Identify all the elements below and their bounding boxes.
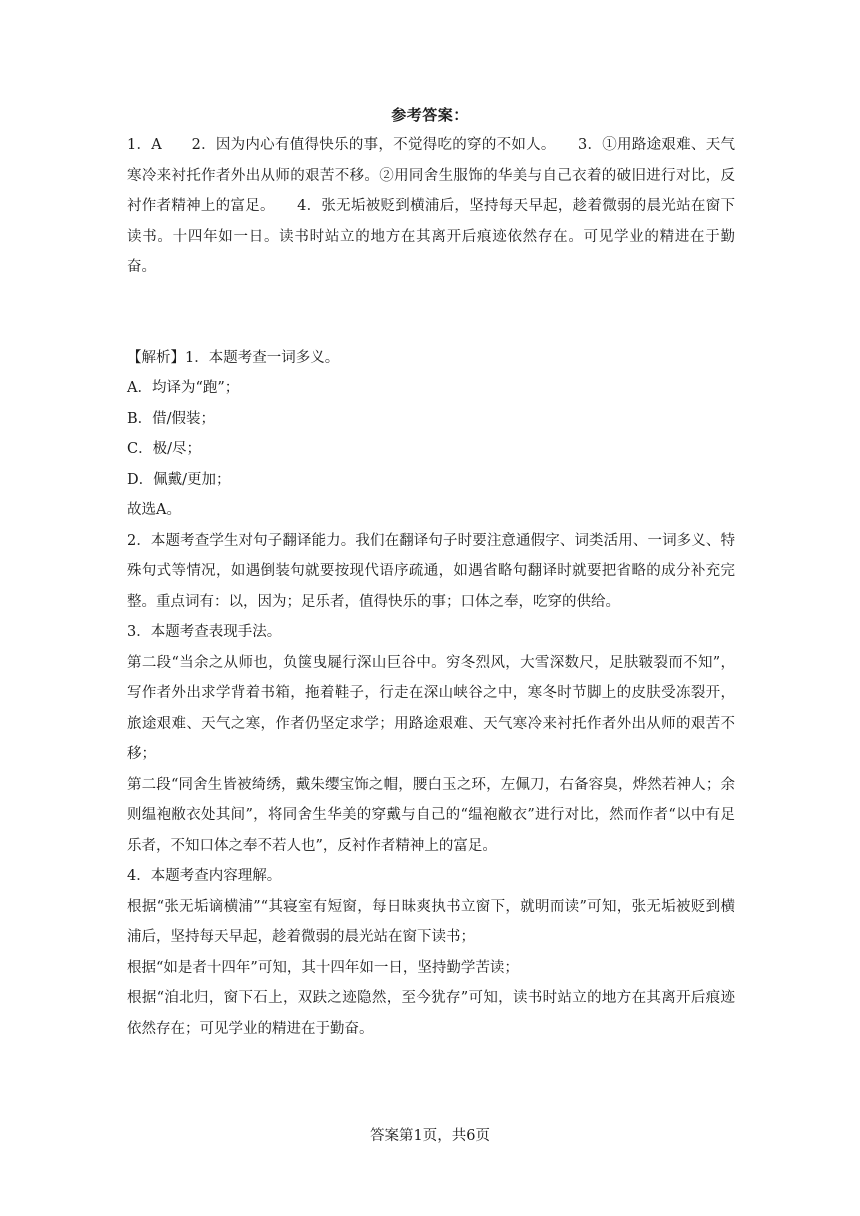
analysis-q3-para2: 第二段“同舍生皆被绮绣，戴朱缨宝饰之帽，腰白玉之环，左佩刀，右备容臭，烨然若神人；余则缊袍敝衣处其间”，将同舍生华美的穿戴与自己的“缊袍敝衣”进行对比，然而作者“以中有足乐者，不知口体之奉不若人也”，反衬作者精神上的富足。 — [127, 776, 735, 854]
analysis-q4-para2: 根据“如是者十四年”可知，其十四年如一日，坚持勤学苦读； — [127, 959, 519, 976]
analysis-option-c: C．极/尽； — [127, 441, 201, 457]
page-footer: 答案第1页，共6页 — [370, 1128, 490, 1144]
analysis-option-d: D．佩戴/更加； — [127, 471, 231, 488]
analysis-q4-heading: 4．本题考查内容理解。 — [127, 868, 282, 884]
answer-summary: 1．A 2．因为内心有值得快乐的事，不觉得吃的穿的不如人。 3．①用路途艰难、天气寒冷来衬托作者外出从师的艰苦不移。②用同舍生服饰的华美与自己衣着的破旧进行对比，反衬作者精神上的富足。 4．张无垢被贬到横浦后，坚持每天早起，趁着微弱的晨光站在窗下读书。十四年如一日。读书时站立的地方在其离开后痕迹依然存在。可见学业的精进在于勤奋。 — [127, 137, 735, 275]
analysis-q2: 2．本题考查学生对句子翻译能力。我们在翻译句子时要注意通假字、词类活用、一词多义、特殊句式等情况，如遇倒装句就要按现代语序疏通，如遇省略句翻译时就要把省略的成分补充完整。重点词有：以，因为；足乐者，值得快乐的事；口体之奉，吃穿的供给。 — [127, 532, 735, 610]
page-title: 参考答案： — [391, 106, 469, 124]
analysis-q3-heading: 3．本题考查表现手法。 — [127, 624, 282, 640]
analysis-q4-para1: 根据“张无垢谪横浦”“其寝室有短窗，每日昧爽执书立窗下，就明而读”可知，张无垢被贬到横浦后，坚持每天早起，趁着微弱的晨光站在窗下读书； — [127, 898, 735, 945]
analysis-choice: 故选A。 — [127, 502, 181, 518]
document-body — [127, 130, 735, 1044]
analysis-heading: 【解析】1．本题考查一词多义。 — [127, 349, 340, 366]
analysis-q3-para1: 第二段“当余之从师也，负箧曳屣行深山巨谷中。穷冬烈风，大雪深数尺，足肤皲裂而不知”，写作者外出求学背着书箱，拖着鞋子，行走在深山峡谷之中，寒冬时节脚上的皮肤受冻裂开，旅途艰难、天气之寒，作者仍坚定求学；用路途艰难、天气寒冷来衬托作者外出从师的艰苦不移； — [127, 654, 735, 762]
spacer — [127, 283, 735, 313]
analysis-option-a: A．均译为“跑”； — [127, 380, 240, 396]
spacer — [127, 313, 735, 343]
analysis-option-b: B．借/假装； — [127, 410, 216, 427]
analysis-q4-para3: 根据“洎北归，窗下石上，双趺之迹隐然，至今犹存”可知，读书时站立的地方在其离开后痕迹依然存在；可见学业的精进在于勤奋。 — [127, 990, 735, 1037]
